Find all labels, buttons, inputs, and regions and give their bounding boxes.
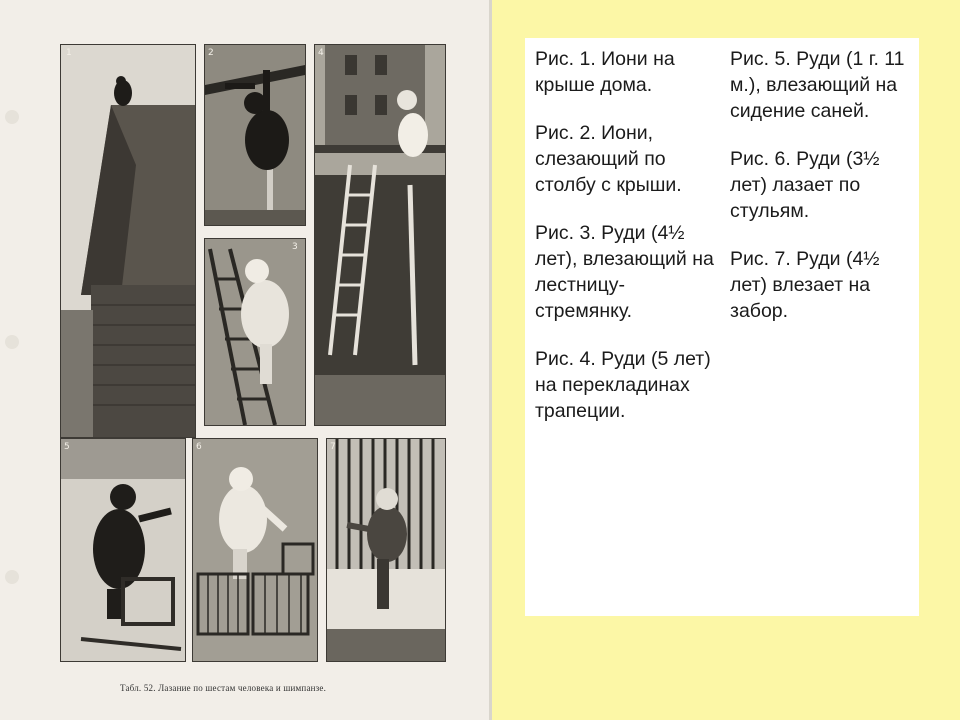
photo-number: 4	[318, 48, 324, 58]
caption-fig-6: Рис. 6. Руди (3½ лет) лазает по стульям.	[730, 148, 880, 222]
photo-number: 1	[66, 48, 72, 58]
photo-number: 5	[64, 442, 70, 452]
caption-fig-5: Рис. 5. Руди (1 г. 11 м.), влезающий на сидение саней.	[730, 48, 905, 122]
binder-hole	[5, 570, 19, 584]
captions-column-right	[730, 46, 914, 346]
photo-6-child-on-chairs	[192, 438, 318, 662]
binder-hole	[5, 335, 19, 349]
caption-fig-3: Рис. 3. Руди (4½ лет), влезающий на лестницу-стремянку.	[535, 222, 714, 322]
caption-fig-7: Рис. 7. Руди (4½ лет) влезает на забор.	[730, 248, 880, 322]
page-edge	[489, 0, 492, 720]
photo-3-child-on-ladder	[204, 238, 306, 426]
photo-number: 2	[208, 48, 214, 58]
photo-2-chimp-hanging	[204, 44, 306, 226]
plate-caption: Табл. 52. Лазание по шестам человека и шимпанзе.	[120, 683, 327, 693]
captions-column-left	[535, 46, 719, 446]
photo-number: 7	[330, 442, 336, 452]
photo-number: 6	[196, 442, 202, 452]
caption-fig-2: Рис. 2. Иони, слезающий по столбу с крыши.	[535, 122, 682, 196]
photo-4-child-on-trapeze	[314, 44, 446, 426]
caption-fig-1: Рис. 1. Иони на крыше дома.	[535, 48, 675, 96]
photo-1-chimp-on-roof	[60, 44, 196, 438]
photo-number: 3	[292, 242, 298, 252]
photo-5-child-on-sled	[60, 438, 186, 662]
binder-hole	[5, 110, 19, 124]
photo-7-child-on-fence	[326, 438, 446, 662]
caption-fig-4: Рис. 4. Руди (5 лет) на перекладинах трапеции.	[535, 348, 711, 422]
captions-box	[525, 38, 919, 616]
